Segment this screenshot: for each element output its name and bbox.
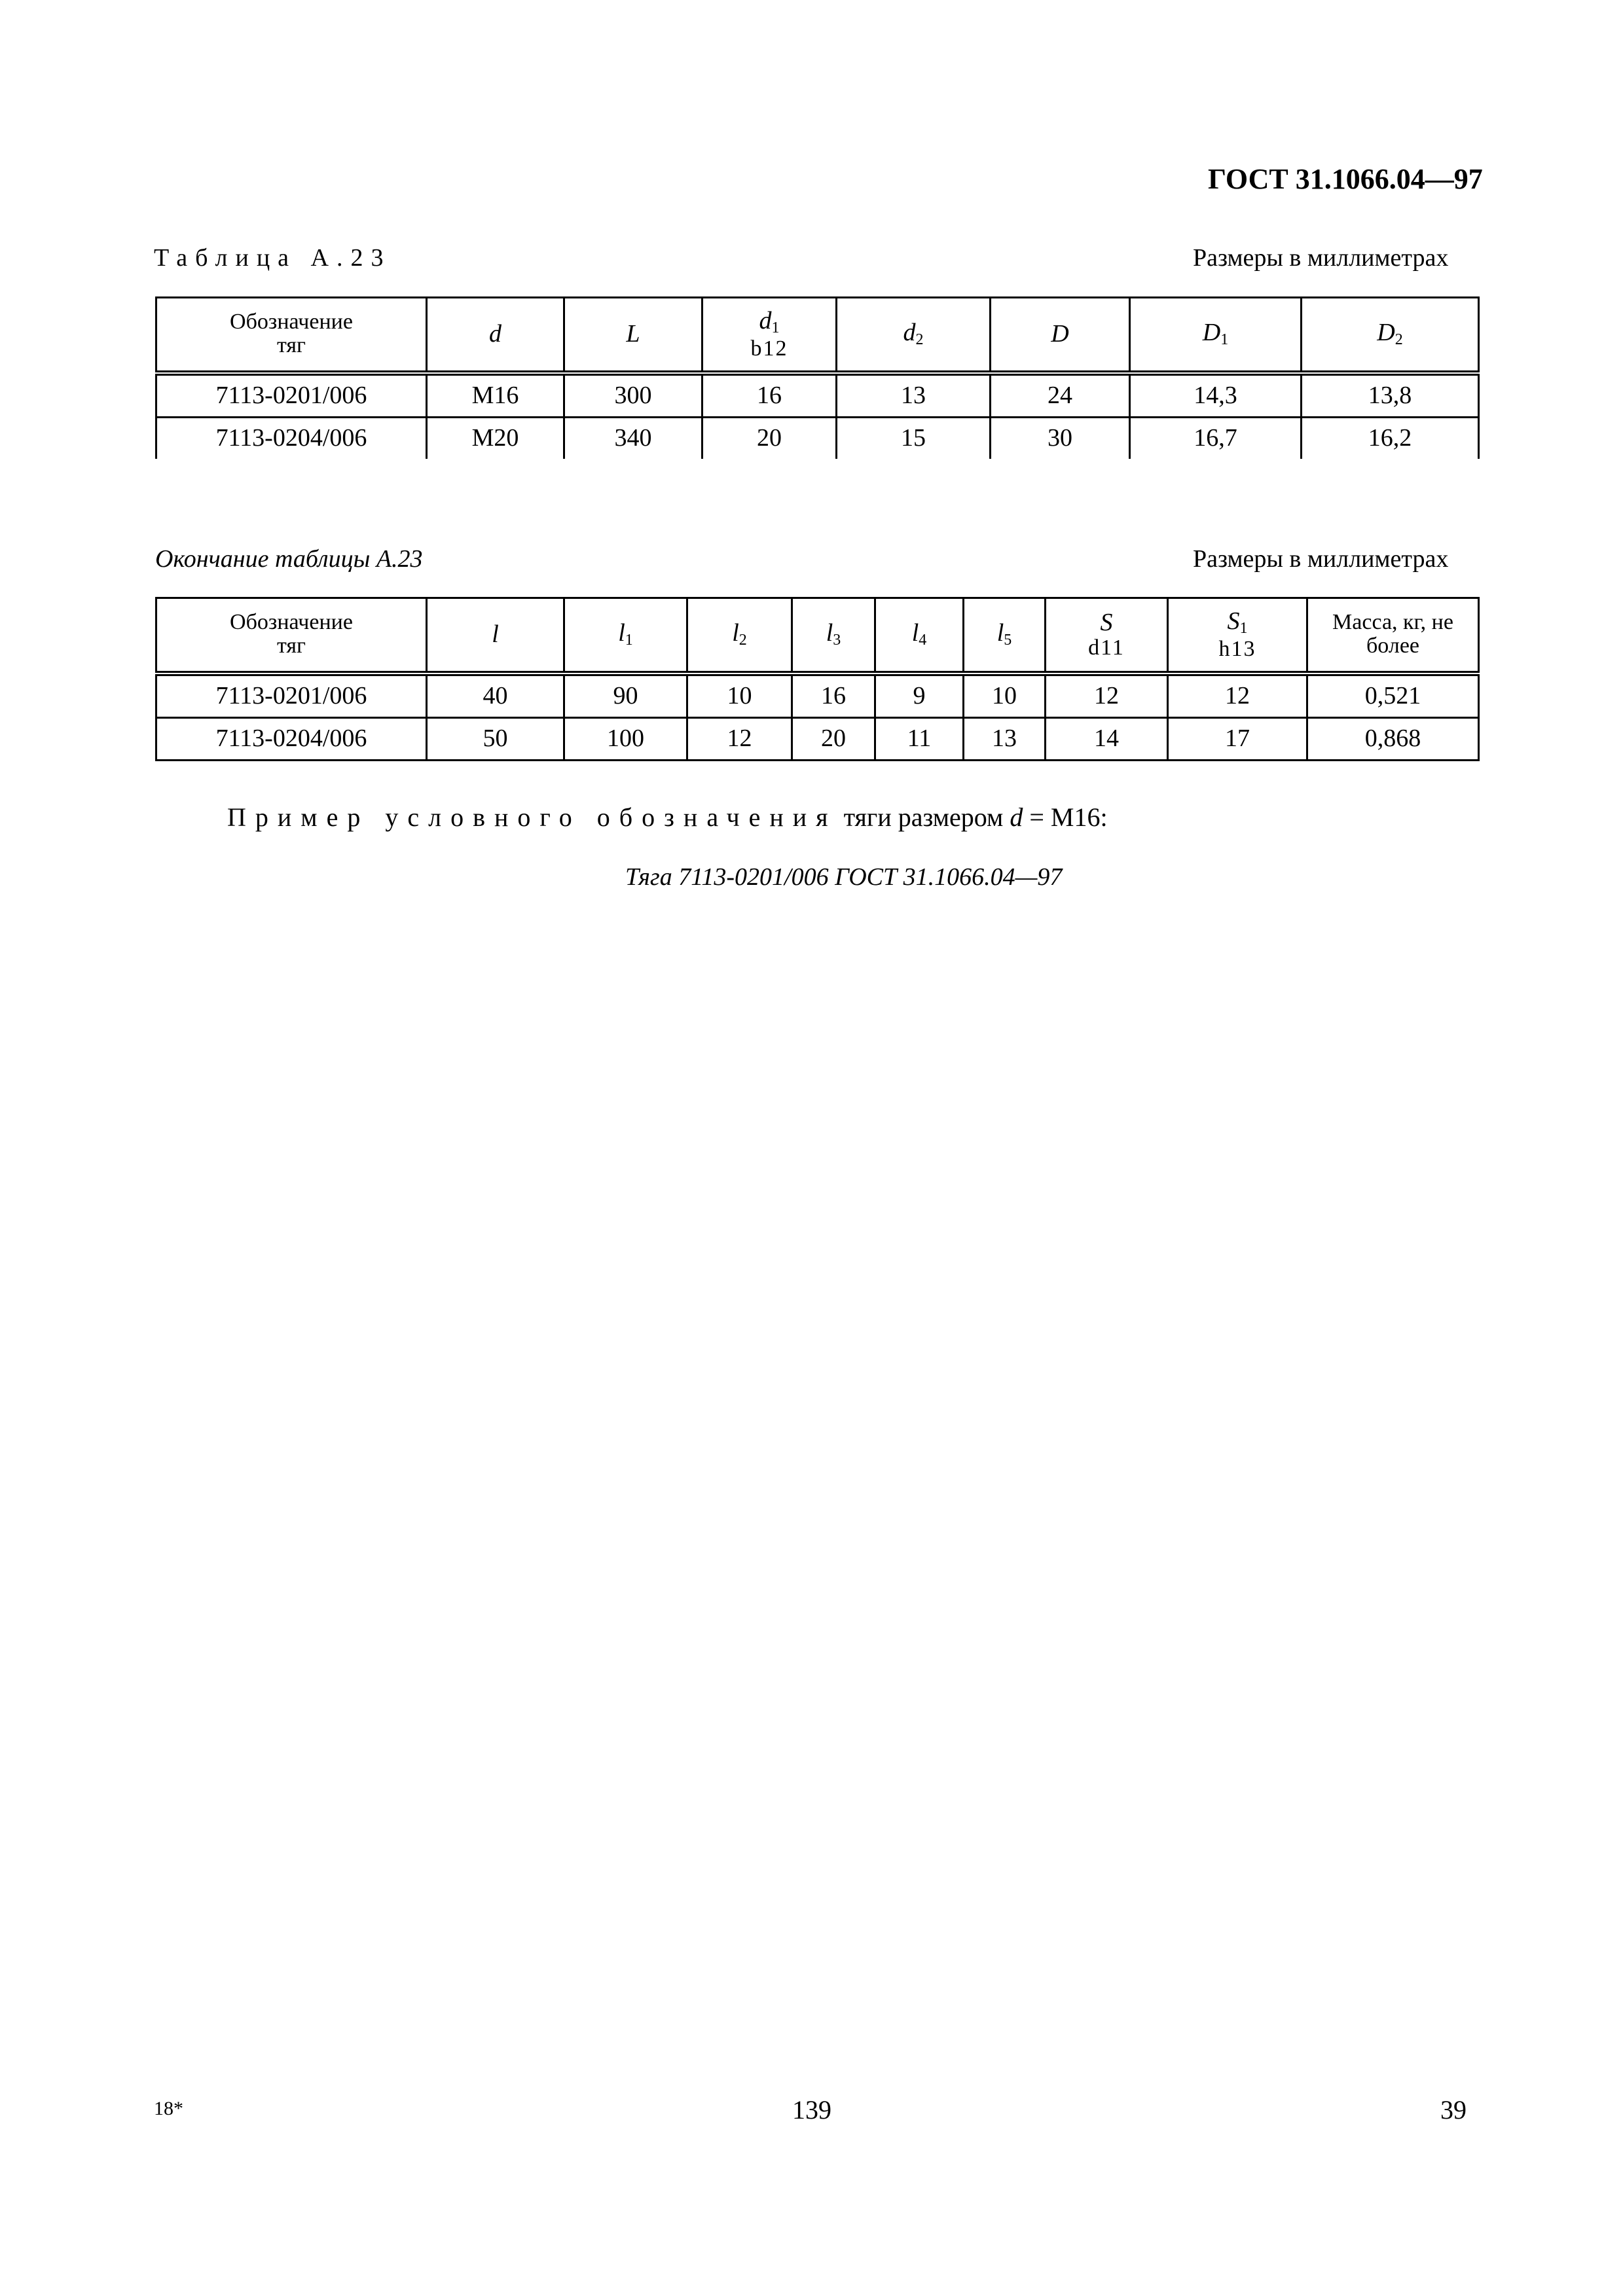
table2: [155, 597, 1480, 761]
col-d: d: [427, 298, 564, 373]
table2-units: Размеры в миллиметрах: [1193, 545, 1449, 573]
col-mass: Масса, кг, не более: [1307, 598, 1479, 673]
cell: M16: [427, 373, 564, 418]
col-d1: $d_1$ b12: [702, 298, 837, 373]
cell: 50: [427, 717, 564, 760]
table-row: [156, 373, 1479, 418]
cell: 9: [875, 673, 964, 718]
cell: 15: [837, 417, 991, 459]
table1-units: Размеры в миллиметрах: [1193, 244, 1449, 272]
document-code: ГОСТ 31.1066.04—97: [1208, 163, 1483, 195]
example-designation: Тяга 7113-0201/006 ГОСТ 31.1066.04—97: [625, 863, 1063, 891]
cell: 24: [991, 373, 1130, 418]
table1-title: Таблица А.23: [154, 244, 392, 272]
example-lead: Пример условного обозначения: [227, 802, 837, 832]
cell: 12: [1046, 673, 1168, 718]
table1: [155, 296, 1480, 459]
cell: 10: [964, 673, 1046, 718]
col-l2: $l_2$: [687, 598, 792, 673]
col-l3: $l_3$: [792, 598, 875, 673]
footer-section-page: 39: [1440, 2095, 1467, 2125]
table2-header-row: [156, 598, 1479, 673]
col-L: L: [564, 298, 702, 373]
cell: 13,8: [1302, 373, 1479, 418]
cell: 16,2: [1302, 417, 1479, 459]
cell: 100: [564, 717, 687, 760]
cell: 7113-0201/006: [156, 373, 427, 418]
cell: 20: [702, 417, 837, 459]
example-paragraph: [227, 802, 1108, 833]
col-S1: $S_1$ h13: [1168, 598, 1307, 673]
table-row: [156, 717, 1479, 760]
cell: 17: [1168, 717, 1307, 760]
table-row: [156, 417, 1479, 459]
cell: 12: [687, 717, 792, 760]
col-D: D: [991, 298, 1130, 373]
col-l: l: [427, 598, 564, 673]
cell: 16: [792, 673, 875, 718]
cell: 90: [564, 673, 687, 718]
cell: 7113-0204/006: [156, 717, 427, 760]
cell: 7113-0204/006: [156, 417, 427, 459]
cell: 40: [427, 673, 564, 718]
cell: 13: [964, 717, 1046, 760]
cell: 14: [1046, 717, 1168, 760]
cell: 12: [1168, 673, 1307, 718]
table1-header-row: [156, 298, 1479, 373]
cell: 0,868: [1307, 717, 1479, 760]
cell: 11: [875, 717, 964, 760]
cell: 14,3: [1130, 373, 1302, 418]
col-designation: Обозначение тяг: [156, 598, 427, 673]
footer-page-number: 139: [792, 2095, 831, 2125]
example-value: = M16:: [1029, 802, 1108, 832]
cell: 340: [564, 417, 702, 459]
col-d2: $d_2$: [837, 298, 991, 373]
table2-title: Окончание таблицы А.23: [155, 545, 423, 573]
col-designation: Обозначение тяг: [156, 298, 427, 373]
col-D1: $D_1$: [1130, 298, 1302, 373]
col-l5: $l_5$: [964, 598, 1046, 673]
cell: 16: [702, 373, 837, 418]
cell: 13: [837, 373, 991, 418]
col-D2: $D_2$: [1302, 298, 1479, 373]
cell: 0,521: [1307, 673, 1479, 718]
table-row: [156, 673, 1479, 718]
cell: 30: [991, 417, 1130, 459]
example-var: d: [1010, 802, 1023, 832]
footer-sheet-mark: 18*: [154, 2098, 183, 2119]
cell: 16,7: [1130, 417, 1302, 459]
col-S: S d11: [1046, 598, 1168, 673]
cell: 10: [687, 673, 792, 718]
cell: 20: [792, 717, 875, 760]
cell: 300: [564, 373, 702, 418]
cell: 7113-0201/006: [156, 673, 427, 718]
col-l1: $l_1$: [564, 598, 687, 673]
cell: M20: [427, 417, 564, 459]
col-l4: $l_4$: [875, 598, 964, 673]
example-text: тяги размером: [843, 802, 1004, 832]
